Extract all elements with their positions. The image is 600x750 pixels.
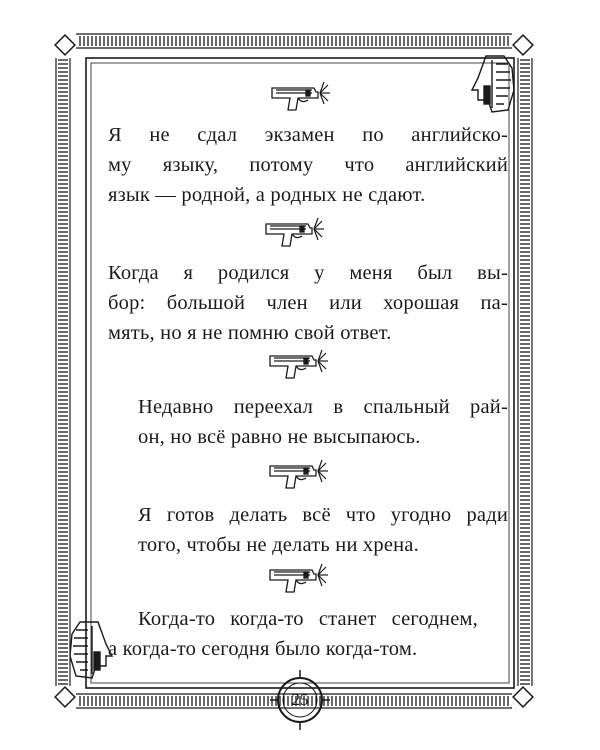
text-line: Когда-то когда-то станет сегоднем, — [138, 608, 478, 630]
text-line: бор: большой член или хорошая па- — [108, 292, 508, 314]
pistol-icon — [266, 348, 330, 384]
paragraph-1 — [108, 120, 508, 210]
paragraph-4 — [138, 500, 508, 560]
text-line: Я не сдал экзамен по английско- — [108, 124, 508, 146]
text-line: а когда-то сегодня было когда-том. — [108, 638, 418, 660]
paragraph-5 — [108, 604, 478, 664]
corner-ornament — [513, 687, 533, 707]
frame-hatch-top — [76, 34, 512, 48]
pistol-icon — [266, 562, 330, 598]
page-number: 25 — [291, 690, 309, 709]
corner-ornament — [55, 687, 75, 707]
pistol-icon — [262, 216, 326, 252]
paragraph-3 — [138, 392, 508, 452]
text-line: Недавно переехал в спальный рай- — [138, 396, 508, 418]
corner-ornament — [55, 35, 75, 55]
text-line: Когда я родился у меня был вы- — [108, 262, 508, 284]
text-line: язык — родной, а родных не сдают. — [108, 184, 426, 206]
text-line: того, чтобы не делать ни хрена. — [138, 534, 419, 556]
frame-hatch-right — [518, 58, 532, 686]
profile-head-icon — [472, 56, 514, 112]
text-line: му языку, потому что английский — [108, 154, 508, 176]
pistol-icon — [268, 80, 332, 116]
pistol-icon — [266, 458, 330, 494]
frame-hatch-left — [56, 58, 70, 686]
text-line: мять, но я не помню свой ответ. — [108, 322, 392, 344]
text-line: он, но всё равно не высыпаюсь. — [138, 426, 421, 448]
corner-ornament — [513, 35, 533, 55]
text-line: Я готов делать всё что угодно ради — [138, 504, 508, 526]
paragraph-2 — [108, 258, 508, 348]
